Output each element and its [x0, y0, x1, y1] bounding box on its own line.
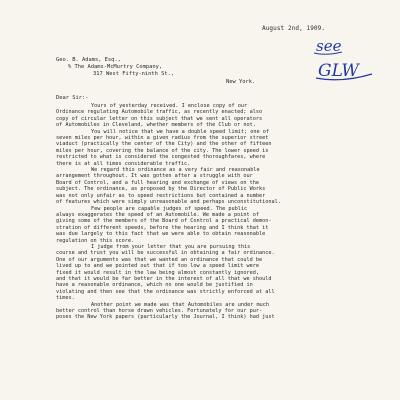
- letter-line: times.: [56, 295, 75, 302]
- letter-line: stration of different speeds, before the hearing and I think that it: [56, 224, 269, 231]
- letter-line: restricted to what is considered the congested thoroughfares, where: [56, 154, 266, 161]
- letter-line: have a reasonable ordinance, which no one would be justified in: [56, 282, 253, 289]
- letter-line: lived up to and we pointed out that if too low a speed limit were: [56, 263, 260, 270]
- recipient-name: Geo. B. Adams, Esq.,: [56, 57, 121, 63]
- letter-line: Ordinance regulating Automobile traffic, as recently enacted; also: [56, 109, 263, 116]
- handwritten-initials: GLW: [318, 61, 359, 81]
- letter-line: giving some of the members of the Board of Control a practical demon-: [56, 218, 272, 225]
- letter-line: better control than horse drawn vehicles. Fortunately for our pur-: [56, 308, 263, 314]
- letter-line: subject. The ordinance, as proposed by the Director of Public Works: [56, 186, 266, 193]
- letter-line: Few people are capable judges of speed. The public: [91, 205, 248, 212]
- letter-line: arrangement throughout. It was gotten after a struggle with our: [56, 173, 253, 180]
- recipient-company: % The Adams-McMurtry Company,: [68, 64, 163, 70]
- letter-line: always exaggerates the speed of an Automobile. We made a point of: [56, 211, 260, 218]
- letter-line: violating and then see that the ordinance was strictly enforced at all: [56, 288, 275, 295]
- letter-body: [56, 103, 384, 321]
- letter-paragraph: [56, 103, 384, 129]
- recipient-city: New York.: [226, 79, 256, 85]
- letter-line: viaduct (practically the center of the City) and the other of fifteen: [56, 141, 272, 148]
- letter-paragraph: [56, 206, 384, 244]
- letter-line: there is at all times considerable traffic.: [56, 160, 191, 167]
- letter-line: of features which were simply unreasonable and perhaps unconstitutional.: [56, 199, 281, 206]
- letter-line: One of our arguments was that we wanted an ordinance that could be: [56, 256, 263, 263]
- handwritten-see: see: [316, 37, 342, 55]
- letter-line: seven miles per hour, within a given radius from the superior street: [56, 135, 269, 142]
- letter-line: poses the New York papers (particularly the Journal, I think) had just: [56, 314, 275, 321]
- letter-line: regulation on this score.: [56, 237, 135, 244]
- letter-date: August 2nd, 1909.: [262, 25, 326, 32]
- letter-line: was not only unfair as to speed restrictions but contained a number: [56, 192, 266, 199]
- recipient-street: 317 West Fifty-ninth St.,: [93, 71, 175, 77]
- handwritten-annotation: [312, 34, 392, 84]
- letter-line: You will notice that we have a double speed limit; one of: [91, 128, 270, 135]
- letter-line: I judge from your letter that you are pursuing this: [91, 243, 251, 250]
- letter-line: Yours of yesterday received. I enclose copy of our: [91, 103, 248, 109]
- letter-line: and that it would be far better in the interest of all that we should: [56, 275, 272, 282]
- letter-line: course and trust you will be successful in obtaining a fair ordinance.: [56, 250, 275, 257]
- letter-paragraph: [56, 244, 384, 302]
- letter-paragraph: [56, 129, 384, 167]
- letter-line: We regard this ordinance as a very fair and reasonable: [91, 167, 260, 174]
- letter-line: miles per hour, covering the balance of the city. The lower speed is: [56, 147, 269, 154]
- letter-line: Another point we made was that Automobiles are under much: [91, 301, 270, 308]
- letter-line: fixed it would result in the law being almost constantly ignored,: [56, 269, 260, 276]
- salutation: Dear Sir:-: [56, 95, 89, 101]
- letter-line: Board of Control, and a full hearing and exchange of views on the: [56, 179, 260, 186]
- letter-line: copy of circular letter on this subject that we sent all operators: [56, 115, 263, 122]
- letter-line: was due largely to this fact that we were able to obtain reasonable: [56, 231, 266, 238]
- letter-paragraph: [56, 302, 384, 321]
- letter-line: of Automobiles in Cleveland, whether members of the Club or not.: [56, 122, 256, 129]
- letter-paragraph: [56, 167, 384, 205]
